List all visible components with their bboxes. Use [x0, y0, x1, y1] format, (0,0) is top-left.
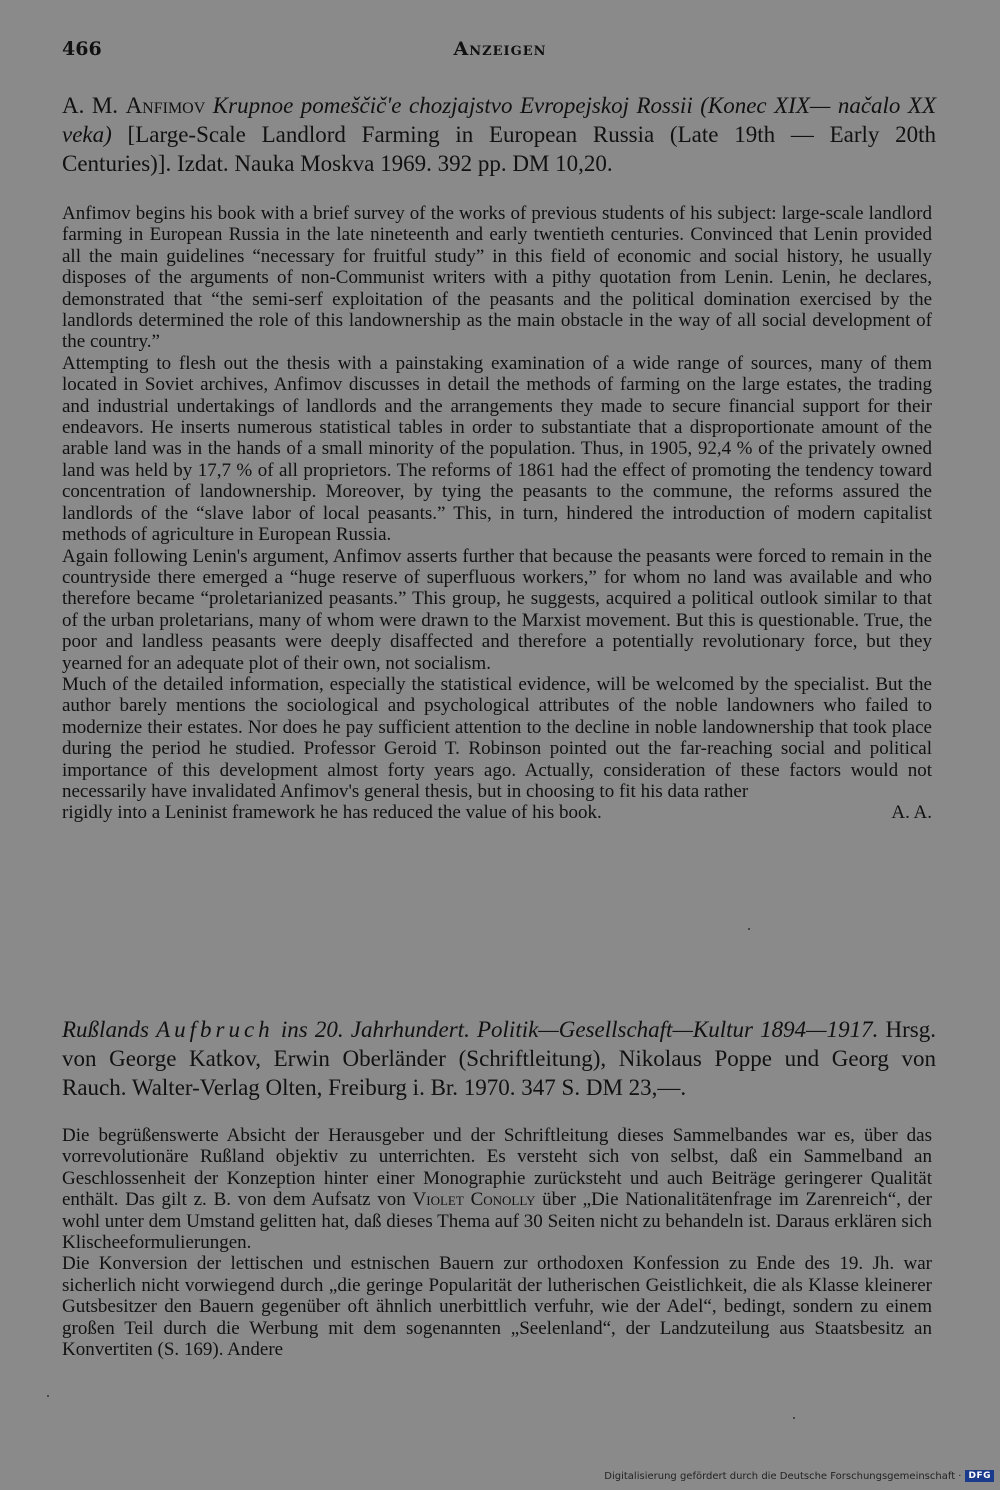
review1-author-surname: Anfimov — [125, 93, 206, 118]
review1-author-initials: A. M. — [62, 93, 119, 118]
review2-title-part2: ins 20. Jahrhundert. Politik—Gesellschaft—Kultur 1894—1917. — [273, 1017, 879, 1042]
review1-paragraph-2: Attempting to flesh out the thesis with a painstaking examination of a wide range of sources, many of them located in Soviet archives, Anfimov discusses in detail the methods of farming on the large estates, the trading and industrial undertakings of landlords and the arrangements they made to secure financial support for their endeavors. He inserts numerous statistical tables in order to substantiate that a disproportionate amount of the arable land was in the hands of a small minority of the population. Thus, in 1905, 92,4 % of the privately owned land was held by 17,7 % of all proprietors. The reforms of 1861 had the effect of promoting the tendency toward concentration of landownership. Moreover, by tying the peasants to the commune, the reforms assured the landlords of the “slave labor of local peasants.” This, in turn, hindered the introduction of modern capitalist methods of agriculture in European Russia. — [62, 352, 932, 546]
review2-title-spaced: Aufbruch — [156, 1017, 274, 1042]
running-head — [62, 38, 938, 66]
dfg-logo: DFG — [965, 1470, 994, 1482]
scan-speck — [47, 1395, 49, 1397]
page-number: 466 — [62, 38, 102, 60]
review2-paragraph-1-end: über „Die Nationalitätenfrage im Zarenreich“, der wohl unter dem Umstand gelitten hat, daß dieses Thema auf 30 Seiten nicht zu behandeln ist. Daraus erklären sich Klischeeformulierungen. — [62, 1189, 932, 1254]
review2-body — [62, 1125, 932, 1360]
review2-cited-author: Violet Conolly — [412, 1189, 536, 1211]
review1-reviewer-signature: A. A. — [891, 802, 932, 824]
review1-title: Krupnoe pomeščič'e chozjajstvo Evropejskoj Rossii (Konec XIX— načalo XX veka) — [62, 93, 937, 147]
review2-paragraph-2: Die Konversion der lettischen und estnischen Bauern zur orthodoxen Konfession zu Ende des 19. Jh. war sicherlich nicht vorwiegend durch „die geringe Popularität der lutherischen Geistlichkeit, die als Klasse kleinerer Gutsbesitzer den Bauern gegenüber oft ähnlich unerbittlich verfuhr, wie der Adel“, bedingt, sondern zu einem großen Teil durch die Werbung mit dem sogenannten „Seelenland“, der Landzuteilung aus Staatsbesitz an Konvertiten (S. 169). Andere — [62, 1253, 932, 1361]
review2-title-part1: Rußlands — [62, 1017, 157, 1042]
review1-paragraph-4: Much of the detailed information, especially the statistical evidence, will be welcomed by the specialist. But the author barely mentions the sociological and psychological attributes of the noble landowners who failed to modernize their estates. Nor does he pay sufficient attention to the decline in noble landownership that took place during the period he studied. Professor Geroid T. Robinson pointed out the far-reaching social and political importance of this development almost forty years ago. Actually, consideration of these factors would not necessarily have invalidated Anfimov's general thesis, but in choosing to fit his data rather — [62, 673, 932, 802]
review2-paragraph-1 — [62, 1125, 932, 1253]
section-title: Anzeigen — [453, 38, 547, 60]
review1-citation — [62, 91, 936, 178]
footer-text: Digitalisierung gefördert durch die Deutsche Forschungsgemeinschaft · — [604, 1470, 962, 1482]
digitization-footer — [604, 1470, 994, 1482]
review1-closing-line — [62, 802, 932, 823]
review2-paragraph-1-start: Die begrüßenswerte Absicht der Herausgeber und der Schriftleitung dieses Sammelbandes war es, über das vorrevolutionäre Rußland objektiv zu unterrichten. Es versteht sich von selbst, daß ein Sammelband an Geschlossenheit der Konzeption hinter einer Monographie zurücksteht und auch Beiträge geringerer Qualität enthält. Das gilt z. B. von dem Aufsatz von — [62, 1125, 932, 1211]
review1-paragraph-1: Anfimov begins his book with a brief survey of the works of previous students of his subject: large-scale landlord farming in European Russia in the late nineteenth and early twentieth centuries. Convinced that Lenin provided all the main guidelines “necessary for fruitful study” in this field of economic and social history, he usually disposes of the arguments of non-Communist writers with a pithy quotation from Lenin. Lenin, he declares, demonstrated that “the semi-serf exploitation of the peasants and the political domination exercised by the landlords determined the role of this landownership as the main obstacle in the way of all social development of the country.” — [62, 203, 932, 353]
review1-title-translation: [Large-Scale Landlord Farming in European Russia (Late 19th — Early 20th Centuries)]. Izdat. Nauka Moskva 1969. 392 pp. DM 10,20. — [62, 122, 937, 176]
scan-speck — [748, 928, 750, 930]
scan-speck — [793, 1417, 795, 1419]
review2-publication-info: Hrsg. von George Katkov, Erwin Oberländer (Schriftleitung), Nikolaus Poppe und Georg von Rauch. Walter-Verlag Olten, Freiburg i. Br. 1970. 347 S. DM 23,—. — [62, 1017, 936, 1100]
review1-paragraph-3: Again following Lenin's argument, Anfimov asserts further that because the peasants were forced to remain in the countryside there emerged a “huge reserve of superfluous workers,” for whom no land was available and who therefore became “proletarianized peasants.” This group, he suggests, acquired a political outlook similar to that of the urban proletarians, many of whom were drawn to the Marxist movement. But this is questionable. True, the poor and landless peasants were deeply disaffected and therefore a potentially revolutionary force, but they yearned for an adequate plot of their own, not socialism. — [62, 545, 932, 674]
review2-citation — [62, 1015, 936, 1102]
review1-body — [62, 203, 932, 824]
review1-last-line: rigidly into a Leninist framework he has reduced the value of his book. — [62, 802, 602, 824]
